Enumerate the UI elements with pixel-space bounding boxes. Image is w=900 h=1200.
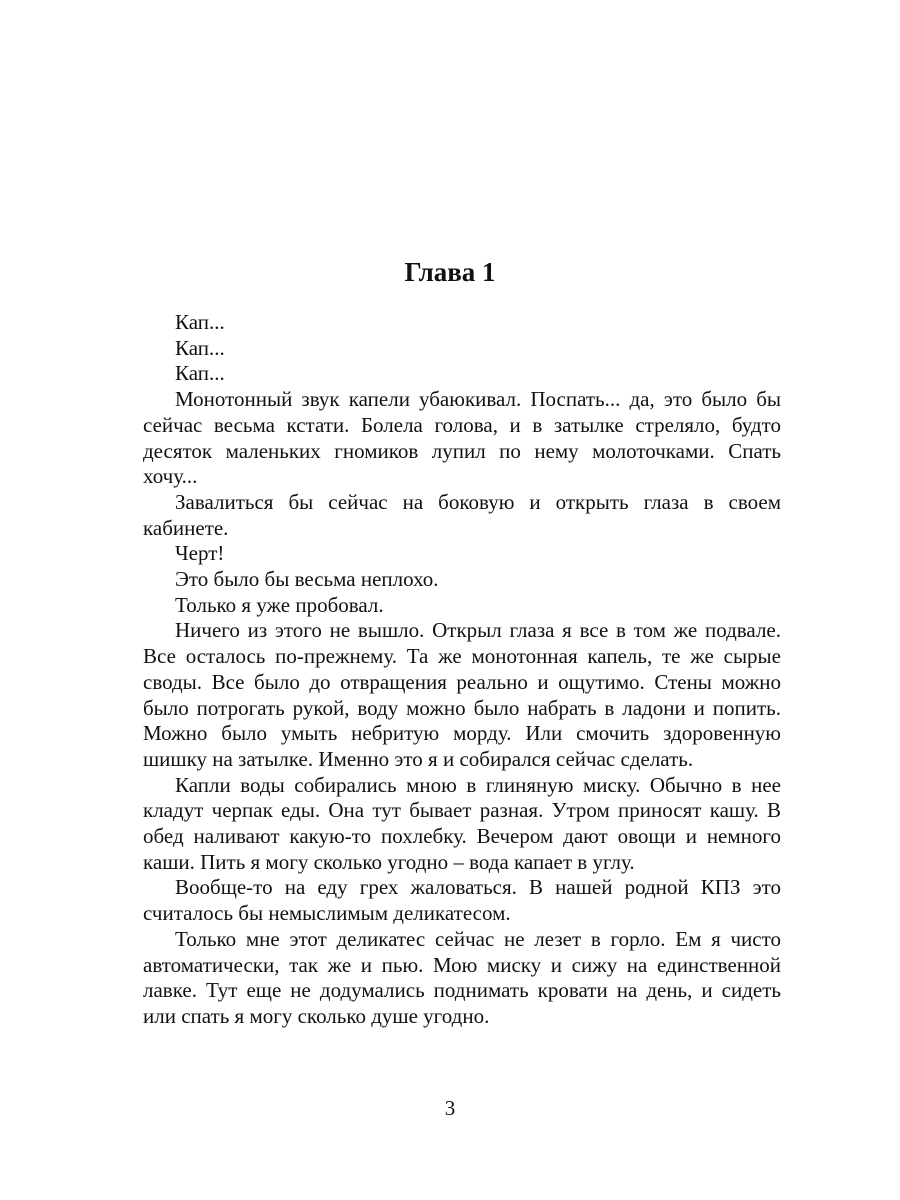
paragraph: Кап...	[175, 361, 225, 386]
paragraph: Только мне этот деликатес сейчас не лезет в горло. Ем я чисто автоматически, так же и пью. Мою миску и сижу на единственной лавке. Тут еще не додумались поднимать кровати на день, и сидеть или спать я могу сколько душе угодно.	[143, 926, 781, 1028]
paragraph: Монотонный звук капели убаюкивал. Поспать... да, это было бы сейчас весьма кстати. Болела голова, и в затылке стреляло, будто десяток маленьких гномиков лупил по нему молоточками. Спать хочу...	[143, 387, 781, 489]
paragraph: Кап...	[175, 335, 225, 360]
paragraph: Капли воды собирались мною в глиняную миску. Обычно в нее кладут черпак еды. Она тут бывает разная. Утром приносят кашу. В обед наливают какую-то похлебку. Вечером дают овощи и немного каши. Пить я могу сколько угодно – вода капает в углу.	[143, 772, 781, 874]
paragraph: Это было бы весьма неплохо.	[175, 567, 439, 592]
paragraph: Черт!	[175, 541, 225, 566]
paragraph: Кап...	[175, 310, 225, 334]
paragraph: Ничего из этого не вышло. Открыл глаза я все в том же подвале. Все осталось по-прежнему. Та же монотонная капель, те же сырые своды. Все было до отвращения реально и ощутимо. Стены можно было потрогать рукой, воду можно было набрать в ладони и попить. Можно было умыть небритую морду. Или смочить здоровенную шишку на затылке. Именно это я и собирался сейчас сделать.	[143, 618, 781, 771]
chapter-title: Глава 1	[404, 257, 496, 287]
chapter-body	[143, 310, 781, 1030]
page-number: 3	[444, 1096, 456, 1120]
paragraph: Завалиться бы сейчас на боковую и открыть глаза в своем кабинете.	[143, 489, 781, 540]
paragraph: Только я уже пробовал.	[175, 592, 384, 617]
paragraph: Вообще-то на еду грех жаловаться. В нашей родной КПЗ это считалось бы немыслимым деликатесом.	[143, 875, 781, 926]
